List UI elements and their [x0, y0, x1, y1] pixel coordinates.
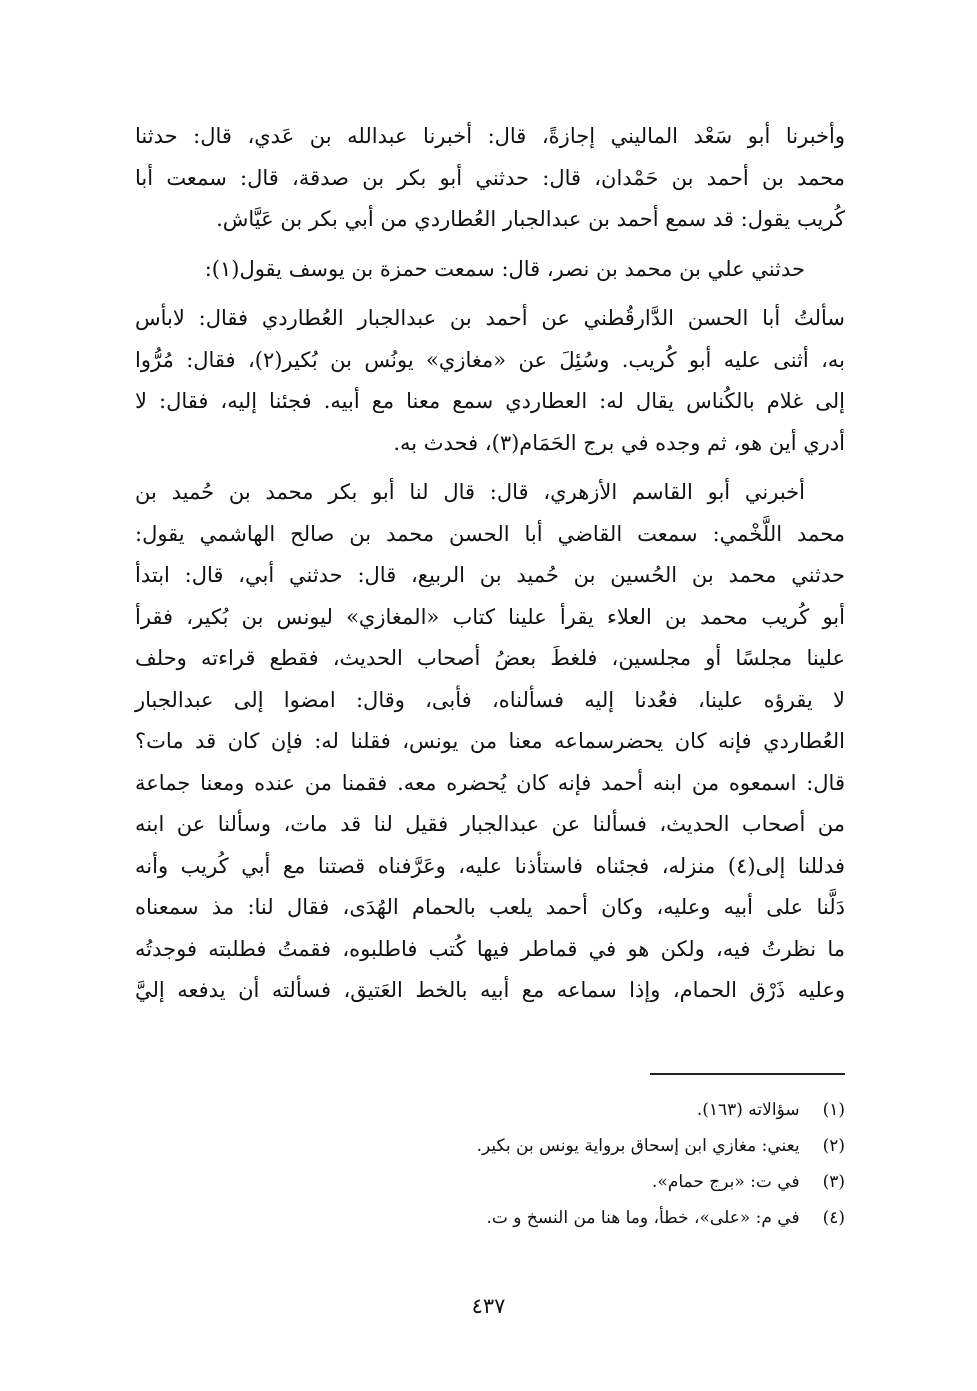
text-line: فدللنا إلى(٤) منزله، فجئناه فاستأذنا عليه، وعَرَّفناه قصتنا مع أبي كُريب وأنه: [135, 853, 845, 878]
text-line: العُطاردي فإنه كان يحضرسماعه معنا من يونس، فقلنا له: فإن كان قد مات؟: [135, 729, 845, 753]
footnote-number: (١): [822, 1100, 845, 1120]
text-line: إلى غلام بالكُناس يقال له: العطاردي سمع معنا مع أبيه. فجئنا إليه، فقال: لا: [135, 389, 845, 413]
text-line: دَلَّنا على أبيه وعليه، وكان أحمد يلعب بالحمام الهُدَى، فقال لنا: مذ سمعناه: [135, 895, 845, 919]
text-line: حدثني محمد بن الحُسين بن حُميد بن الربيع، قال: حدثني أبي، قال: ابتدأ: [135, 563, 845, 587]
footnote: [135, 1200, 845, 1236]
text-line: به، أثنى عليه أبو كُريب. وسُئِلَ عن «مغازي» يونُس بن بُكير(٢)، فقال: مُرُّوا: [135, 347, 845, 372]
footnote: [135, 1164, 845, 1200]
text-line: علينا مجلسًا أو مجلسين، فلغطَ بعضُ أصحاب الحديث، فقطع قراءته وحلف: [135, 646, 845, 670]
text-line: وأخبرنا أبو سَعْد الماليني إجازةً، قال: أخبرنا عبدالله بن عَدي، قال: حدثنا: [135, 124, 845, 148]
footnote-text: سؤالاته (١٦٣).: [696, 1100, 800, 1120]
text-line: محمد اللَّخْمي: سمعت القاضي أبا الحسن محمد بن صالح الهاشمي يقول:: [135, 521, 845, 546]
text-line: لا يقرؤه علينا، فعُدنا إليه فسألناه، فأبى، وقال: امضوا إلى عبدالجبار: [135, 687, 845, 712]
paragraph-1: [135, 116, 845, 241]
footnote: [135, 1092, 845, 1128]
footnote-number: (٣): [822, 1172, 845, 1192]
text-line: أدري أين هو، ثم وجده في برج الحَمَام(٣)، فحدث به.: [393, 430, 845, 455]
footnote-number: (٢): [822, 1136, 845, 1156]
paragraph-3: [135, 298, 845, 464]
text-line: ما نظرتُ فيه، ولكن هو في قماطر فيها كُتب فاطلبوه، فقمتُ فطلبته فوجدتُه: [135, 936, 845, 961]
footnote-number: (٤): [822, 1208, 845, 1228]
text-line: من أصحاب الحديث، فسألنا عن عبدالجبار فقيل لنا قد مات، وسألنا عن ابنه: [135, 812, 845, 836]
text-line: وعليه ذَرْق الحمام، وإذا سماعه مع أبيه بالخط العَتيق، فسألته أن يدفعه إليَّ: [135, 978, 845, 1002]
paragraph-4: [135, 472, 845, 1012]
text-line: كُريب يقول: قد سمع أحمد بن عبدالجبار العُطاردي من أبي بكر بن عَيَّاش.: [216, 207, 845, 231]
text-line: محمد بن أحمد بن حَمْدان، قال: حدثني أبو بكر بن صدقة، قال: سمعت أبا: [135, 165, 845, 190]
footnote-text: في م: «على»، خطأ، وما هنا من النسخ و ت.: [486, 1208, 800, 1228]
footnote: [135, 1128, 845, 1164]
footnote-divider: [650, 1073, 845, 1075]
footnote-text: في ت: «برج حمام».: [652, 1172, 800, 1192]
paragraph-2: [135, 249, 845, 291]
main-text: [135, 116, 845, 1012]
text-line: سألتُ أبا الحسن الدَّارقُطني عن أحمد بن عبدالجبار العُطاردي فقال: لابأس: [135, 306, 845, 330]
text-line: أخبرني أبو القاسم الأزهري، قال: قال لنا أبو بكر محمد بن حُميد بن: [135, 480, 805, 504]
text-line: حدثني علي بن محمد بن نصر، قال: سمعت حمزة بن يوسف يقول(١):: [204, 256, 805, 281]
footnotes: [135, 1092, 845, 1236]
text-line: قال: اسمعوه من ابنه أحمد فإنه كان يُحضره معه. فقمنا من عنده ومعنا جماعة: [135, 770, 845, 795]
text-line: أبو كُريب محمد بن العلاء يقرأ علينا كتاب «المغازي» ليونس بن بُكير، فقرأ: [135, 604, 845, 629]
page-number: ٤٣٧: [471, 1294, 506, 1318]
footnote-text: يعني: مغازي ابن إسحاق برواية يونس بن بكير.: [476, 1136, 800, 1156]
